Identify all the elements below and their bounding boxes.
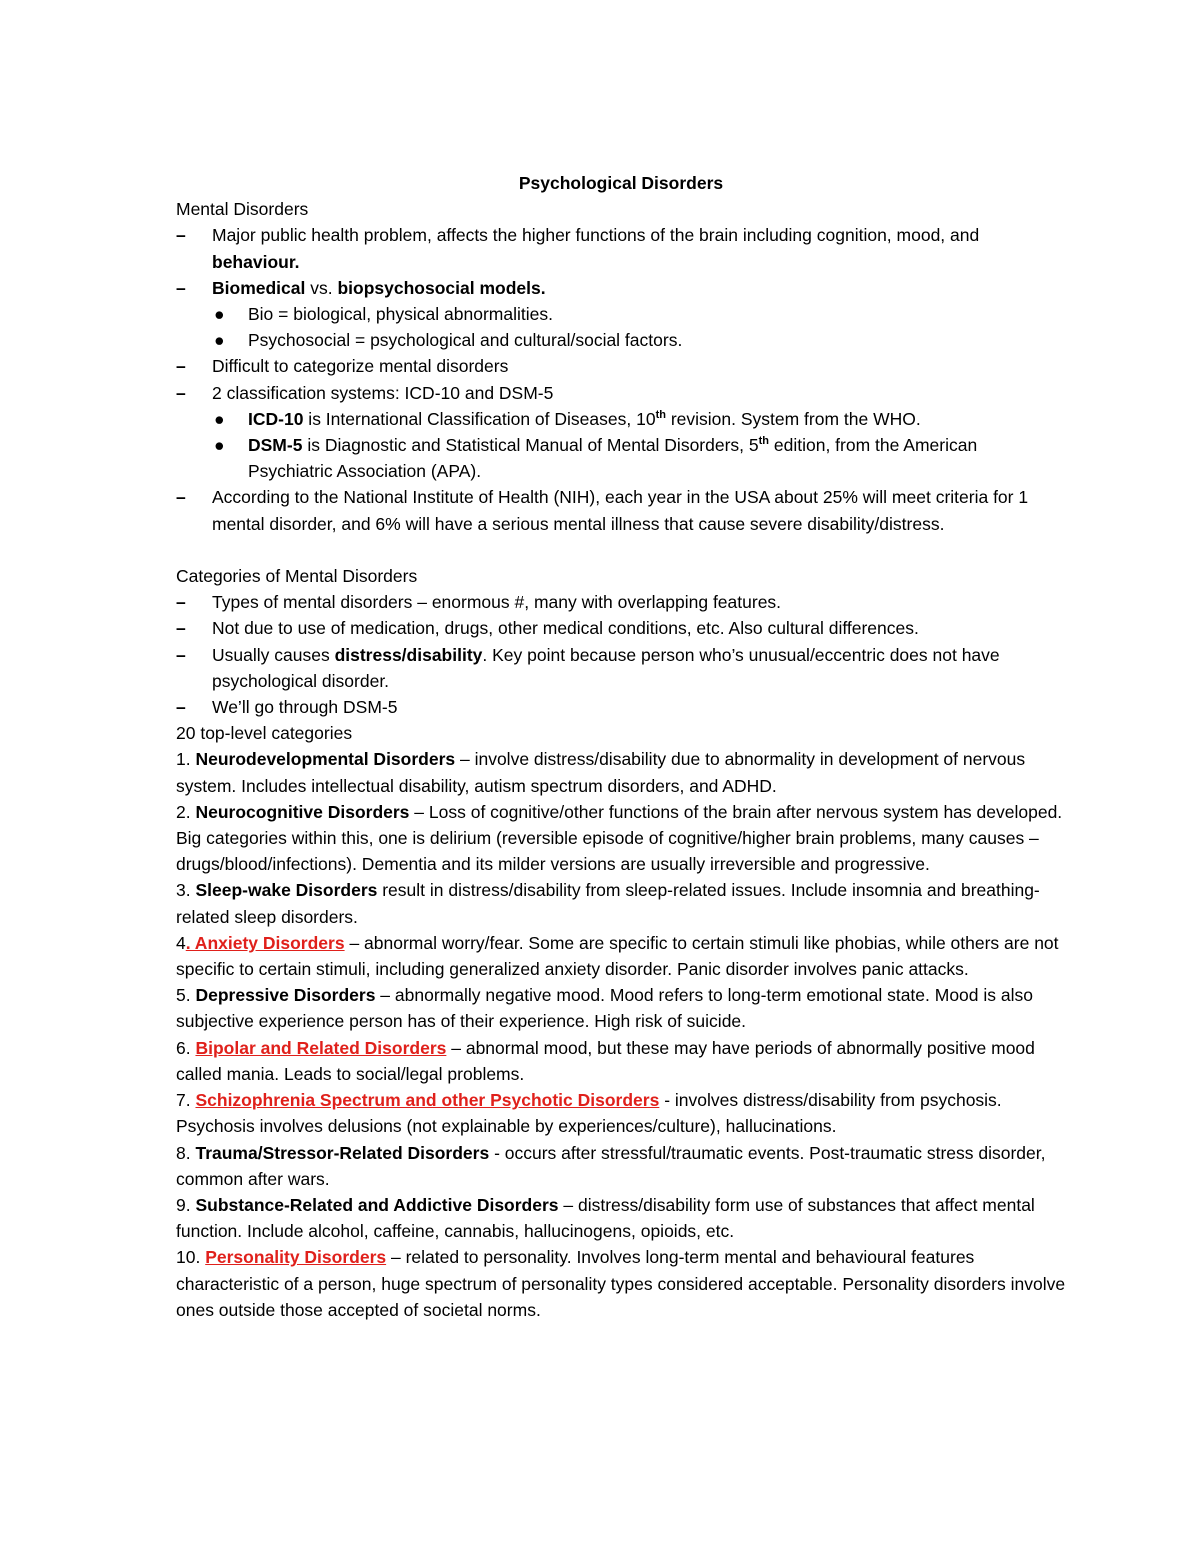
list-item (176, 275, 1066, 301)
category-paragraph (176, 799, 1066, 878)
section-heading-categories: Categories of Mental Disorders (176, 566, 418, 587)
sub-list-item (176, 406, 1066, 432)
dash-bullet-icon: – (176, 356, 186, 377)
superscript: th (758, 435, 770, 448)
category-name: Substance-Related and Addictive Disorders (195, 1194, 559, 1215)
category-paragraph (176, 982, 1066, 1034)
category-paragraph (176, 1244, 1066, 1323)
list-item-text: Bio = biological, physical abnormalities. (248, 304, 553, 325)
sub-list-item (176, 432, 1066, 484)
dot-bullet-icon: ● (214, 435, 225, 456)
bold-term: ICD-10 (248, 408, 304, 429)
category-description: – abnormal worry/fear. Some are specific to certain stimuli like phobias, while others are not specific to certain stimuli, including generalized anxiety disorder. Panic disorder involves panic attacks. (176, 932, 1059, 980)
list-item-text: . Key point because person who’s unusual/eccentric does not have psychological disorder. (212, 644, 1000, 691)
category-name: Trauma/Stressor-Related Disorders (195, 1142, 490, 1163)
category-description: – Loss of cognitive/other functions of the brain after nervous system has developed. Big categories within this, one is delirium (reversible episode of cognitive/higher brain problems, many causes – drugs/blood/infections). Dementia and its milder versions are usually irreversible and progressive. (176, 801, 1063, 875)
dash-bullet-icon: – (176, 618, 186, 639)
bold-term: Biomedical (212, 277, 306, 298)
category-description: - occurs after stressful/traumatic events. Post-traumatic stress disorder, common after wars. (176, 1142, 1046, 1189)
dot-bullet-icon: ● (214, 408, 225, 429)
category-paragraph (176, 930, 1066, 982)
list-item-text: is International Classification of Diseases, 10 (303, 408, 656, 429)
paragraph-spacer (176, 537, 1066, 563)
bold-term: DSM-5 (248, 435, 303, 456)
list-item-text: is Diagnostic and Statistical Manual of Mental Disorders, 5 (302, 435, 759, 456)
list-item-text: We’ll go through DSM-5 (212, 697, 398, 718)
category-number: 5. (176, 985, 196, 1006)
sub-list-item (176, 301, 1066, 327)
category-number: 8. (176, 1142, 196, 1163)
category-paragraph (176, 1192, 1066, 1244)
list-item-text: Major public health problem, affects the higher functions of the brain including cognition, mood, and (212, 225, 980, 246)
list-item-text: edition, from the American Psychiatric Association (APA). (248, 435, 978, 482)
category-number: 10. (176, 1247, 206, 1268)
document-page (176, 170, 1066, 1323)
category-description: – involve distress/disability due to abnormality in development of nervous system. Includes intellectual disability, autism spectrum disorders, and ADHD. (176, 749, 1026, 796)
category-paragraph (176, 1035, 1066, 1087)
list-item-text: Psychosocial = psychological and cultural/social factors. (248, 330, 683, 351)
list-item (176, 484, 1066, 536)
list-item-text: Usually causes (212, 644, 335, 665)
category-count: 20 top-level categories (176, 723, 353, 744)
bold-term: behaviour. (212, 251, 300, 272)
list-item (176, 353, 1066, 379)
category-description: - involves distress/disability from psychosis. Psychosis involves delusions (not explainable by experiences/culture), hallucinations. (176, 1090, 1002, 1137)
category-description: result in distress/disability from sleep-related issues. Include insomnia and breathing-related sleep disorders. (176, 880, 1040, 927)
list-item (176, 589, 1066, 615)
category-description: – abnormal mood, but these may have periods of abnormally positive mood called mania. Leads to social/legal problems. (176, 1037, 1035, 1084)
category-number: 2. (176, 801, 196, 822)
section-heading-mental-disorders: Mental Disorders (176, 199, 309, 220)
list-item-text: revision. System from the WHO. (665, 408, 921, 429)
category-name: Neurodevelopmental Disorders (195, 749, 456, 770)
list-item (176, 615, 1066, 641)
list-item-text: Types of mental disorders – enormous #, many with overlapping features. (212, 592, 782, 613)
document-title: Psychological Disorders (518, 173, 724, 193)
list-item-text: According to the National Institute of Health (NIH), each year in the USA about 25% will meet criteria for 1 mental disorder, and 6% will have a serious mental illness that cause severe disability/distress. (212, 487, 1029, 534)
superscript: th (655, 409, 666, 421)
dot-bullet-icon: ● (214, 304, 225, 325)
category-paragraph (176, 1087, 1066, 1139)
category-paragraph (176, 877, 1066, 929)
category-paragraph (176, 1140, 1066, 1192)
category-number: 1. (176, 749, 196, 770)
list-item (176, 380, 1066, 406)
bold-term: distress/disability (334, 644, 483, 665)
dash-bullet-icon: – (176, 592, 186, 613)
dot-bullet-icon: ● (214, 330, 225, 351)
category-link-anxiety[interactable]: . Anxiety Disorders (185, 932, 345, 953)
list-item (176, 222, 1066, 274)
category-paragraph (176, 746, 1066, 798)
category-link-schizophrenia[interactable]: Schizophrenia Spectrum and other Psychotic Disorders (195, 1090, 660, 1111)
category-number: 4 (176, 932, 186, 953)
category-description: – related to personality. Involves long-term mental and behavioural features characteristic of a person, huge spectrum of personality types considered acceptable. Personality disorders involve ones outside those accepted of societal norms. (176, 1247, 1066, 1320)
list-item-text: Difficult to categorize mental disorders (212, 356, 509, 377)
dash-bullet-icon: – (176, 225, 186, 246)
bold-term: biopsychosocial models. (337, 277, 546, 298)
category-number: 7. (176, 1090, 196, 1111)
list-item-text: Not due to use of medication, drugs, other medical conditions, etc. Also cultural differences. (212, 618, 919, 639)
category-link-bipolar[interactable]: Bipolar and Related Disorders (195, 1037, 447, 1058)
category-number: 6. (176, 1037, 196, 1058)
dash-bullet-icon: – (176, 277, 186, 298)
sub-list-item (176, 327, 1066, 353)
category-description: – distress/disability form use of substances that affect mental function. Include alcohol, caffeine, cannabis, hallucinogens, opioids, etc. (176, 1194, 1035, 1242)
dash-bullet-icon: – (176, 697, 186, 718)
category-name: Depressive Disorders (195, 985, 376, 1006)
category-description: – abnormally negative mood. Mood refers to long-term emotional state. Mood is also subjective experience person has of their experience. High risk of suicide. (176, 985, 1033, 1032)
category-name: Neurocognitive Disorders (195, 801, 410, 822)
category-link-personality[interactable]: Personality Disorders (205, 1247, 387, 1268)
list-item (176, 694, 1066, 720)
category-name: Sleep-wake Disorders (195, 880, 378, 901)
list-item-text: 2 classification systems: ICD-10 and DSM-5 (212, 382, 554, 403)
category-number: 3. (176, 880, 196, 901)
dash-bullet-icon: – (176, 382, 186, 403)
list-item-text: vs. (305, 277, 338, 298)
dash-bullet-icon: – (176, 644, 186, 665)
category-number: 9. (176, 1194, 196, 1215)
list-item (176, 642, 1066, 694)
dash-bullet-icon: – (176, 487, 186, 508)
